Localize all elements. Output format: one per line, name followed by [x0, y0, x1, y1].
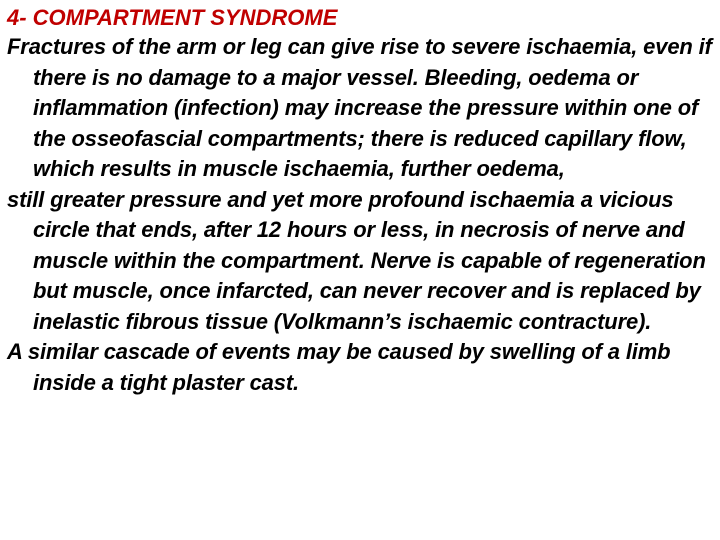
paragraph-vicious-circle: still greater pressure and yet more profound ischaemia a vicious circle that ends, after 12 hours or less, in necrosis of nerve and muscle within the compartment. Nerve is capable of regeneration but muscle, once infarcted, can never recover and is replaced by inelastic fibrous tissue (Volkmann’s ischaemic contracture). — [7, 186, 706, 334]
paragraph-plaster-cast: A similar cascade of events may be caused by swelling of a limb inside a tight plaster cast. — [7, 339, 671, 395]
slide-title: 4- COMPARTMENT SYNDROME — [7, 5, 338, 30]
paragraph-fractures: Fractures of the arm or leg can give rise to severe ischaemia, even if there is no damage to a major vessel. Bleeding, oedema or inflammation (infection) may increase the pressure within one of the osseofascial compartments; there is reduced capillary flow, which results in muscle ischaemia, further oedema, — [7, 34, 712, 181]
slide-content — [7, 4, 715, 398]
